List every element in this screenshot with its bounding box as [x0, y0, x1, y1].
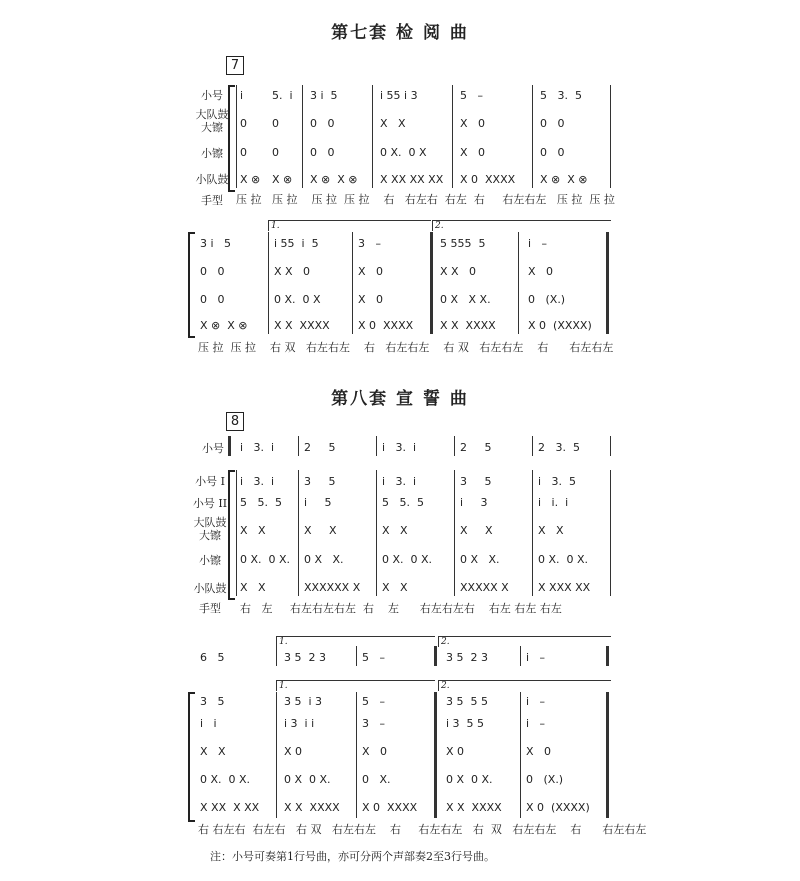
barline: [276, 692, 277, 818]
note-cell: X 0: [446, 745, 465, 758]
note-cell: X XX X XX: [200, 801, 260, 814]
note-cell: X 0 (XXXX): [526, 801, 590, 814]
note-cell: 0 X X.: [460, 553, 500, 566]
label-trumpet: 小号: [201, 89, 223, 102]
note-cell: X X: [380, 117, 406, 130]
note-cell: X 0 XXXX: [362, 801, 418, 814]
note-cell: 0 X. 0 X: [274, 293, 321, 306]
note-cell: 0: [240, 146, 247, 159]
note-cell: 0 (X.): [526, 773, 564, 786]
note-cell: 0 0: [310, 117, 335, 130]
note-cell: 5 5. 5: [382, 496, 424, 509]
final-barline: [606, 232, 609, 334]
note-cell: 0 X X.: [304, 553, 344, 566]
volta-1: 1.: [276, 680, 435, 691]
note-cell: X X XXXX: [274, 319, 330, 332]
barline: [276, 646, 277, 666]
note-cell: 3 5 5 5: [446, 695, 488, 708]
note-cell: i 3 i i: [284, 717, 315, 730]
barline: [372, 85, 373, 188]
label-hand: 手型: [199, 602, 221, 615]
barline: [352, 232, 353, 334]
volta-2: 2.: [438, 636, 611, 647]
note-cell: 2 5: [460, 441, 492, 454]
set8-title: 第八套 宣 誓 曲: [331, 389, 469, 409]
note-cell: i –: [528, 237, 548, 250]
note-cell: X X XXXX: [284, 801, 340, 814]
repeat-barline: [434, 692, 437, 818]
note-cell: X XXX XX: [538, 581, 591, 594]
repeat-barline: [228, 436, 231, 456]
note-cell: 0 X. 0 X.: [200, 773, 251, 786]
note-cell: i 55 i 5: [274, 237, 319, 250]
note-cell: i 55 i 3: [380, 89, 418, 102]
barline: [532, 85, 533, 188]
note-cell: i 3. 5: [538, 475, 577, 488]
note-cell: 0 X. 0 X.: [538, 553, 589, 566]
note-cell: 5 –: [460, 89, 483, 102]
note-cell: X 0: [526, 745, 552, 758]
note-cell: X 0: [460, 117, 486, 130]
note-cell: 5 –: [362, 651, 385, 664]
set7-title: 第七套 检 阅 曲: [331, 23, 469, 43]
label-trumpet-1: 小号 I: [195, 475, 225, 488]
label-snare: 小队鼓: [195, 173, 229, 186]
note-cell: X 0: [460, 146, 486, 159]
note-cell: 3 5: [460, 475, 492, 488]
note-cell: XXXXX X: [460, 581, 509, 594]
note-cell: 5 555 5: [440, 237, 486, 250]
repeat-barline: [430, 232, 433, 334]
note-cell: X ⊗ X ⊗: [540, 173, 588, 186]
staff-bracket: [188, 692, 195, 822]
note-cell: 3 i 5: [310, 89, 338, 102]
note-cell: 0 X. 0 X: [380, 146, 427, 159]
hand-pattern: 压 拉 压 拉 右 双 右左右左 右 右左右左 右 双 右左右左 右 右左右左: [198, 341, 614, 354]
barline: [454, 436, 455, 456]
note-cell: 3 5: [200, 695, 225, 708]
note-cell: X X: [240, 524, 266, 537]
note-cell: X 0 XXXX: [460, 173, 516, 186]
note-cell: 5 –: [362, 695, 385, 708]
staff-bracket: [228, 470, 235, 600]
barline: [454, 470, 455, 596]
note-cell: 0 0: [540, 146, 565, 159]
note-cell: 0 (X.): [528, 293, 566, 306]
note-cell: 2 3. 5: [538, 441, 580, 454]
barline: [610, 85, 611, 188]
note-cell: 0 X. 0 X.: [382, 553, 433, 566]
note-cell: i –: [526, 651, 546, 664]
note-cell: 0 X. 0 X.: [240, 553, 291, 566]
note-cell: X ⊗ X ⊗: [310, 173, 358, 186]
barline: [268, 232, 269, 334]
barline: [610, 470, 611, 596]
staff-bracket: [188, 232, 195, 338]
set8-number-box: 8: [226, 412, 244, 431]
note-cell: X X XXXX: [446, 801, 502, 814]
note-cell: 3 5 2 3: [284, 651, 326, 664]
note-cell: i 3. i: [382, 475, 417, 488]
note-cell: X X: [304, 524, 337, 537]
staff-bracket: [228, 85, 235, 192]
note-cell: X 0: [358, 293, 384, 306]
note-cell: XXXXXX X: [304, 581, 361, 594]
note-cell: i 3. i: [382, 441, 417, 454]
note-cell: X 0: [284, 745, 303, 758]
barline: [520, 646, 521, 666]
note-cell: 0 X 0 X.: [446, 773, 493, 786]
note-cell: 0 0: [310, 146, 335, 159]
note-cell: X ⊗: [272, 173, 293, 186]
barline: [376, 470, 377, 596]
note-cell: X X 0: [440, 265, 477, 278]
note-cell: 3 5 i 3: [284, 695, 323, 708]
note-cell: X X: [382, 524, 408, 537]
barline: [518, 232, 519, 334]
note-cell: X X: [240, 581, 266, 594]
final-barline: [606, 646, 609, 666]
note-cell: X ⊗: [240, 173, 261, 186]
set7-number-box: 7: [226, 56, 244, 75]
note-cell: X 0 (XXXX): [528, 319, 592, 332]
note-cell: X X: [382, 581, 408, 594]
note-cell: X X: [200, 745, 226, 758]
barline: [376, 436, 377, 456]
hand-pattern: 右 右左右 右左右 右 双 右左右左 右 右左右左 右 双 右左右左 右 右左右左: [198, 823, 647, 836]
note-cell: 5 5. 5: [240, 496, 282, 509]
label-cymbal: 小镲: [199, 554, 221, 567]
note-cell: 3 5: [304, 475, 336, 488]
label-cymbal: 小镲: [201, 147, 223, 160]
note-cell: 0 X X X.: [440, 293, 491, 306]
label-hand: 手型: [201, 194, 223, 207]
barline: [302, 85, 303, 188]
barline: [532, 436, 533, 456]
note-cell: i: [240, 89, 244, 102]
note-cell: 2 5: [304, 441, 336, 454]
volta-1: 1.: [268, 220, 431, 231]
note-cell: i 3: [460, 496, 488, 509]
label-trumpet-2: 小号 II: [192, 497, 228, 510]
note-cell: i 3 5 5: [446, 717, 485, 730]
note-cell: 0 X 0 X.: [284, 773, 331, 786]
hand-pattern: 压 拉 压 拉 压 拉 压 拉 右 右左右 右左 右 右左右左 压 拉 压 拉: [236, 193, 615, 206]
barline: [236, 470, 237, 596]
barline: [356, 646, 357, 666]
volta-2: 2.: [438, 680, 611, 691]
label-bass-drum: 大队鼓 大镲: [193, 516, 227, 542]
note-cell: 3 –: [358, 237, 381, 250]
note-cell: X 0 XXXX: [358, 319, 414, 332]
label-bass-drum: 大队鼓 大镲: [195, 108, 229, 134]
barline: [356, 692, 357, 818]
note-cell: i 5: [304, 496, 332, 509]
barline: [532, 470, 533, 596]
note-cell: X 0: [528, 265, 554, 278]
note-cell: 5. i: [272, 89, 293, 102]
footnote: 注：小号可奏第1行号曲，亦可分两个声部奏2至3行号曲。: [210, 850, 495, 863]
label-snare: 小队鼓: [193, 582, 227, 595]
note-cell: 0 0: [200, 265, 225, 278]
note-cell: 0: [272, 117, 279, 130]
note-cell: X XX XX XX: [380, 173, 444, 186]
note-cell: X X 0: [274, 265, 311, 278]
final-barline: [606, 692, 609, 818]
note-cell: 5 3. 5: [540, 89, 582, 102]
note-cell: 0 0: [200, 293, 225, 306]
note-cell: X X: [460, 524, 493, 537]
note-cell: i 3. i: [240, 441, 275, 454]
note-cell: 0 X.: [362, 773, 391, 786]
note-cell: 0: [240, 117, 247, 130]
note-cell: 0 0: [540, 117, 565, 130]
note-cell: i i: [200, 717, 217, 730]
barline: [610, 436, 611, 456]
hand-pattern: 右 左 右左右左右左 右 左 右左右左右 右左 右左 右左: [240, 602, 562, 615]
barline: [452, 85, 453, 188]
volta-2: 2.: [432, 220, 611, 231]
note-cell: 0: [272, 146, 279, 159]
note-cell: i 3. i: [240, 475, 275, 488]
barline: [520, 692, 521, 818]
note-cell: X X XXXX: [440, 319, 496, 332]
barline: [298, 436, 299, 456]
repeat-barline: [434, 646, 437, 666]
note-cell: X 0: [358, 265, 384, 278]
barline: [236, 85, 237, 188]
barline: [298, 470, 299, 596]
note-cell: 3 i 5: [200, 237, 232, 250]
note-cell: 3 –: [362, 717, 385, 730]
note-cell: X 0: [362, 745, 388, 758]
note-cell: 3 5 2 3: [446, 651, 488, 664]
volta-1: 1.: [276, 636, 435, 647]
note-cell: i i. i: [538, 496, 569, 509]
note-cell: 6 5: [200, 651, 225, 664]
label-trumpet: 小号: [202, 442, 224, 455]
note-cell: X X: [538, 524, 564, 537]
note-cell: i –: [526, 717, 546, 730]
note-cell: X ⊗ X ⊗: [200, 319, 248, 332]
note-cell: i –: [526, 695, 546, 708]
